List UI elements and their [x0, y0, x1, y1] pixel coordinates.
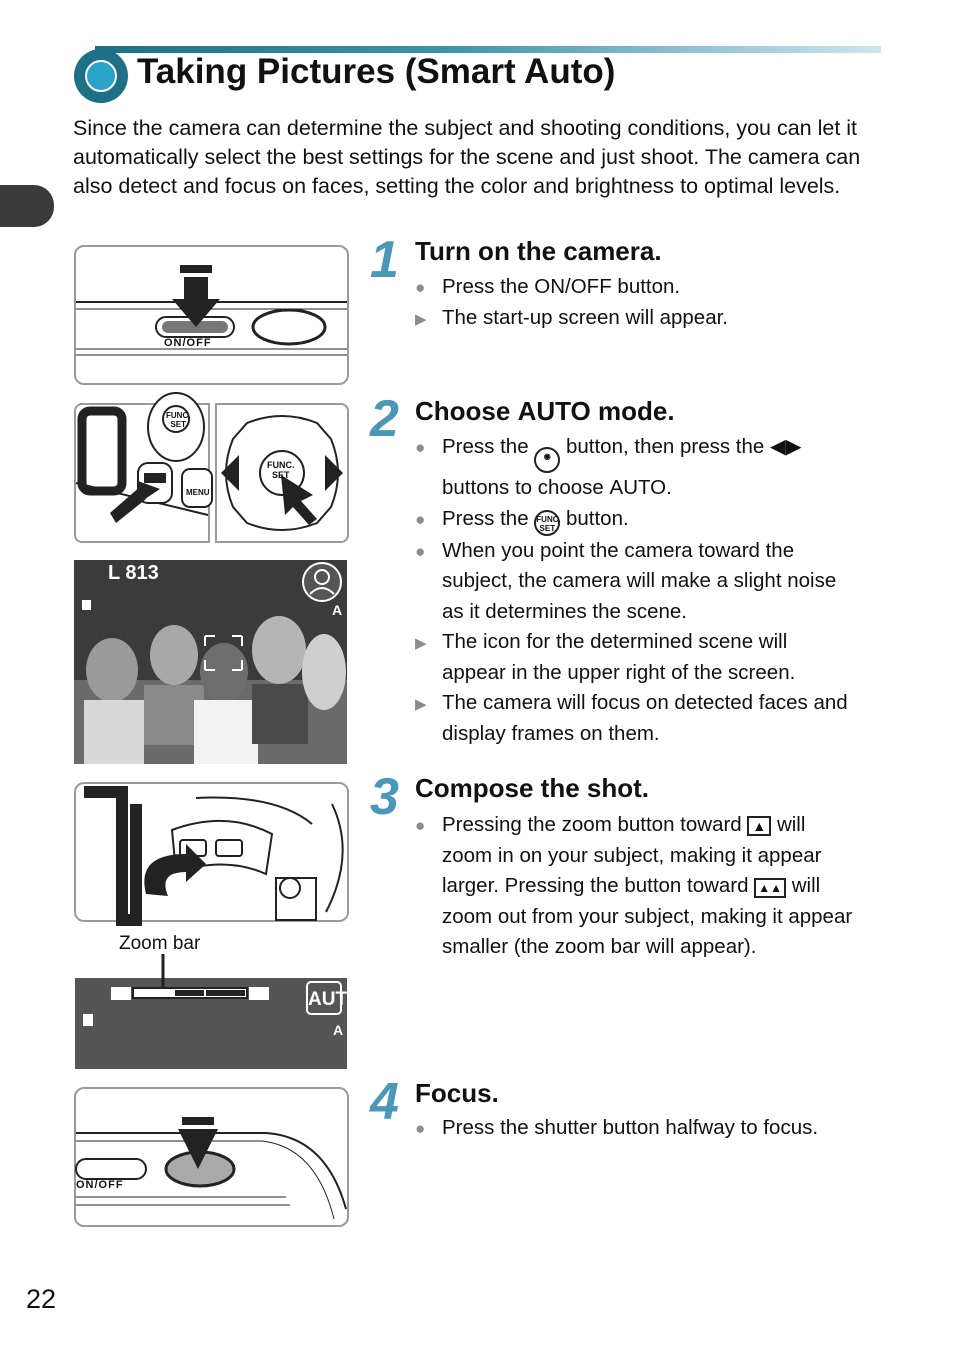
onoff-label: ON/OFF: [164, 337, 212, 349]
shots-remaining-readout: L 813: [108, 562, 159, 584]
zoom-tele-icon: ▲: [747, 816, 771, 836]
chapter-tab: [0, 185, 54, 227]
list-item: ▶ The icon for the determined scene will appear in the upper right of the screen.: [415, 627, 855, 688]
step-4-title: Focus.: [415, 1078, 499, 1108]
camera-mode-button-icon: ◉: [534, 447, 560, 473]
list-item: ● Press the shutter button halfway to focus.: [415, 1113, 855, 1144]
step-1-title: Turn on the camera.: [415, 236, 662, 266]
onoff-illustration: [74, 245, 349, 385]
list-item: ● Pressing the zoom button toward ▲ will zoom in on your subject, making it appear larger. Pressing the button toward ▲▲ will zoom out from your subject, making it appear smaller (the zoom bar will appear).: [415, 810, 855, 963]
step-2-title: Choose AUTO mode.: [415, 396, 675, 426]
camera-back-illustration: [74, 403, 210, 543]
func-set-label: FUNC. SET: [267, 460, 295, 480]
step-4-list: [415, 1113, 855, 1144]
func-set-mini-label: FUNC. SET: [166, 411, 191, 429]
list-item: ● Press the ◉ button, then press the ◀▶ buttons to choose AUTO.: [415, 432, 855, 504]
page-title: Taking Pictures (Smart Auto): [137, 52, 616, 91]
step-1-number: 1: [370, 231, 399, 289]
intro-paragraph: Since the camera can determine the subject and shooting conditions, you can let it automatically select the best settings for the scene and just shoot. The camera can also detect and focus on faces, setting the color and brightness to optimal levels.: [73, 116, 861, 198]
step-3-list: [415, 810, 855, 963]
flash-auto-indicator: A: [332, 602, 343, 618]
list-item: ● Press the FUNC. SET button.: [415, 504, 855, 536]
list-item: ● Press the ON/OFF button.: [415, 272, 855, 303]
zoom-bar-screen: [75, 978, 362, 1069]
zoom-lever-drawing: [76, 784, 347, 920]
auto-mode-icon: AUTO: [517, 396, 591, 426]
section-icon: [74, 49, 128, 103]
family-photo: [74, 560, 347, 764]
step-4-number: 4: [370, 1073, 399, 1131]
auto-mode-icon: AUTO: [609, 476, 667, 499]
flash-auto-indicator-2: A: [333, 1022, 344, 1038]
shutter-drawing: [76, 1089, 347, 1225]
shutter-illustration: [74, 1087, 349, 1227]
auto-mode-badge: AUTO: [306, 981, 342, 1015]
zoom-lever-illustration: [74, 782, 349, 922]
step-2-list: [415, 432, 855, 749]
step-3-number: 3: [370, 768, 399, 826]
menu-label: MENU: [186, 488, 210, 497]
func-set-button-icon: FUNC. SET: [534, 510, 560, 536]
onoff-label-2: ON/OFF: [76, 1179, 124, 1191]
list-item: ▶ The camera will focus on detected faces and display frames on them.: [415, 688, 855, 749]
camera-top-drawing: [76, 247, 347, 383]
step-2-number: 2: [370, 390, 399, 448]
zoom-wide-icon: ▲▲: [754, 878, 786, 898]
left-right-arrows-icon: ◀▶: [770, 435, 802, 458]
step-1-list: [415, 272, 855, 333]
page-number: 22: [26, 1284, 57, 1314]
list-item: ▶ The start-up screen will appear.: [415, 303, 855, 334]
control-dial-illustration: [215, 403, 349, 543]
lcd-photo-example: [74, 560, 347, 764]
step-3-title: Compose the shot.: [415, 773, 650, 803]
list-item: ● When you point the camera toward the subject, the camera will make a slight noise as it determines the scene.: [415, 536, 855, 628]
zoom-bar-caption: Zoom bar: [119, 933, 201, 954]
